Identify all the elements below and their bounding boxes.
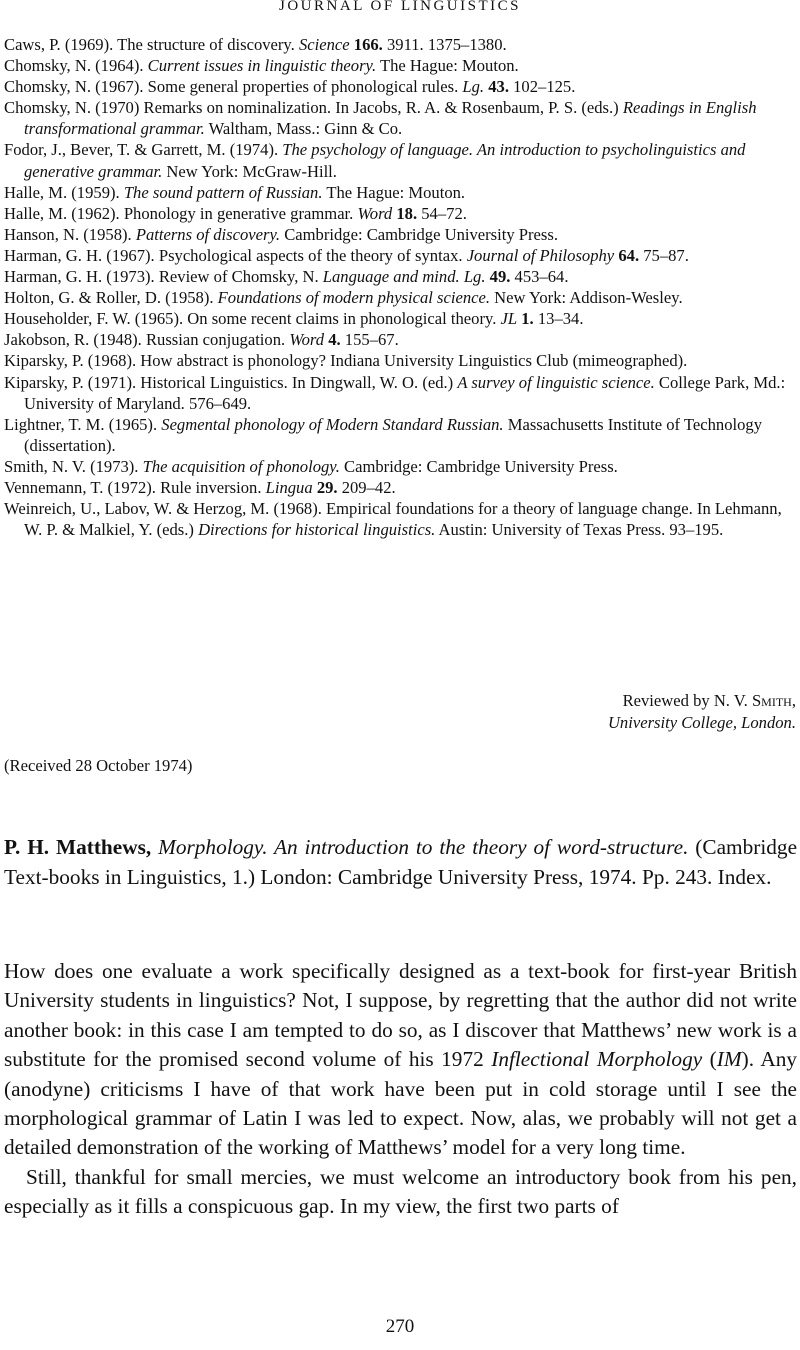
reference-entry [4, 224, 797, 245]
ref-text: Householder, F. W. (1965). On some recent claims in phonological theory. [4, 309, 501, 329]
ref-volume: 4. [328, 330, 341, 350]
reference-entry [4, 414, 797, 456]
ref-title: The acquisition of phonology. [142, 456, 340, 476]
ref-text: Chomsky, N. (1970) Remarks on nominalization. In Jacobs, R. A. & Rosenbaum, P. S. (eds.) [4, 98, 623, 118]
ref-title: Lg. [462, 77, 485, 97]
ref-pages: 75–87. [639, 245, 689, 265]
ref-text: Kiparsky, P. (1971). Historical Linguistics. In Dingwall, W. O. (ed.) [4, 372, 458, 392]
reference-entry [4, 182, 797, 203]
ref-volume: 1. [521, 309, 534, 329]
ref-publisher: Massachusetts Institute of Technology (dissertation). [24, 414, 763, 455]
ref-title: Lingua [265, 477, 313, 497]
ref-text: Harman, G. H. (1967). Psychological aspects of the theory of syntax. [4, 245, 467, 265]
reference-entry [4, 76, 797, 97]
p1-abbrev: IM [716, 1047, 742, 1072]
ref-title: The sound pattern of Russian. [123, 182, 323, 202]
ref-title: Segmental phonology of Modern Standard Russian. [161, 414, 504, 434]
ref-text: Vennemann, T. (1972). Rule inversion. [4, 477, 266, 497]
ref-title: Patterns of discovery. [135, 224, 281, 244]
reference-entry [4, 498, 797, 540]
ref-title: JL [500, 309, 518, 329]
ref-pages: 155–67. [340, 330, 399, 350]
reference-entry [4, 203, 797, 224]
ref-publisher: Waltham, Mass.: Ginn & Co. [204, 119, 403, 139]
ref-title: Language and mind. Lg. [322, 267, 486, 287]
reviewer-prefix: Reviewed by N. V. [622, 691, 752, 710]
p1-text-b: ( [702, 1047, 717, 1072]
reviewer-signature [608, 690, 796, 734]
reference-entry [4, 308, 797, 329]
ref-text: Harman, G. H. (1973). Review of Chomsky, N. [4, 267, 323, 287]
ref-title: Journal of Philosophy [466, 245, 615, 265]
ref-text: Lightner, T. M. (1965). [4, 414, 162, 434]
ref-publisher: Cambridge: Cambridge University Press. [280, 224, 558, 244]
ref-volume: 166. [353, 35, 383, 54]
page-number: 270 [385, 1316, 415, 1337]
ref-text: Weinreich, U., Labov, W. & Herzog, M. (1968). Empirical foundations for a theory of language change. In Lehmann, W. P. & Malkiel, Y. (eds.) [4, 499, 782, 540]
reference-entry [4, 329, 797, 350]
review-author: P. H. Matthews, [4, 835, 152, 859]
ref-volume: 43. [488, 77, 509, 97]
ref-pages: 54–72. [417, 203, 467, 223]
review-heading [4, 833, 797, 892]
ref-text: Smith, N. V. (1973). [4, 456, 143, 476]
reference-entry [4, 245, 797, 266]
ref-volume: 18. [396, 203, 418, 223]
ref-text: Hanson, N. (1958). [4, 224, 136, 244]
ref-title: Readings in English transformational grammar. [24, 98, 757, 139]
reference-entry [4, 34, 797, 55]
ref-publisher: College Park, Md.: University of Maryland. 576–649. [24, 372, 786, 413]
ref-title: Foundations of modern physical science. [217, 288, 491, 308]
reference-entry [4, 97, 797, 139]
ref-pages: 453–64. [510, 267, 569, 287]
ref-title: The psychology of language. An introduction to psycholinguistics and generative grammar. [24, 140, 746, 181]
ref-text: Halle, M. (1962). Phonology in generative grammar. [4, 203, 358, 223]
body-paragraph-2: Still, thankful for small mercies, we must welcome an introductory book from his pen, especially as it fills a conspicuous gap. In my view, the first two parts of [4, 1164, 797, 1219]
ref-text: Chomsky, N. (1964). [4, 56, 148, 76]
reviewer-surname: Smith, [751, 691, 796, 710]
reference-entry [4, 477, 797, 498]
ref-volume: 49. [489, 267, 511, 287]
ref-pages: 13–34. [533, 309, 584, 329]
review-book-details: (Cambridge Text-books in Linguistics, 1.) London: Cambridge University Press, 1974. Pp. 243. Index. [4, 835, 798, 889]
ref-title: Word [357, 203, 393, 223]
p1-text-a: How does one evaluate a work specifically designed as a text-book for first-year British University students in linguistics? Not, I suppose, by regretting that the author did not write another book: in this case I am tempted to do so, as I discover that Matthews’ new work is a substitute for the promised second volume of his 1972 [4, 959, 797, 1072]
ref-title: A survey of linguistic science. [457, 372, 655, 392]
ref-publisher: The Hague: Mouton. [322, 182, 466, 202]
ref-text: Kiparsky, P. (1968). How abstract is phonology? Indiana University Linguistics Club (mimeographed). [4, 351, 688, 371]
ref-pages: 209–42. [337, 477, 396, 497]
ref-publisher: New York: Addison-Wesley. [490, 288, 683, 308]
reference-list [4, 34, 797, 540]
ref-pages: 102–125. [508, 77, 576, 97]
p1-text-c: ). Any (anodyne) criticisms I have of that work have been put in cold storage until I see the morphological grammar of Latin I was led to expect. Now, alas, we probably will not get a detailed demonstration of the working of Matthews’ model for a very long time. [4, 1047, 798, 1160]
ref-title: Current issues in linguistic theory. [147, 56, 377, 76]
reference-entry [4, 266, 797, 287]
ref-text: Holton, G. & Roller, D. (1958). [4, 288, 218, 308]
review-book-title: Morphology. An introduction to the theory of word-structure. [158, 835, 689, 859]
ref-publisher: Austin: University of Texas Press. 93–195. [435, 520, 724, 540]
reviewer-name-line [608, 690, 796, 712]
reference-entry [4, 139, 797, 181]
reference-entry [4, 350, 797, 371]
reference-entry [4, 456, 797, 477]
ref-publisher: New York: McGraw-Hill. [162, 161, 337, 181]
ref-title: Science [298, 35, 350, 54]
ref-volume: 29. [316, 477, 338, 497]
ref-title: Word [289, 330, 325, 350]
ref-publisher: Cambridge: Cambridge University Press. [339, 456, 618, 476]
p1-book-title: Inflectional Morphology [491, 1047, 703, 1072]
received-date: (Received 28 October 1974) [4, 756, 193, 775]
review-body [4, 957, 797, 1222]
reference-entry [4, 372, 797, 414]
ref-title: Directions for historical linguistics. [198, 520, 436, 540]
ref-text: Jakobson, R. (1948). Russian conjugation. [4, 330, 290, 350]
ref-volume: 64. [618, 245, 640, 265]
ref-pages: 3911. 1375–1380. [382, 35, 507, 54]
ref-text: Caws, P. (1969). The structure of discovery. [4, 35, 299, 54]
ref-text: Chomsky, N. (1967). Some general properties of phonological rules. [4, 77, 463, 97]
ref-publisher: The Hague: Mouton. [376, 56, 519, 76]
ref-text: Fodor, J., Bever, T. & Garrett, M. (1974). [4, 140, 283, 160]
body-paragraph-1 [4, 957, 797, 1163]
running-head: JOURNAL OF LINGUISTICS [279, 0, 521, 14]
ref-text: Halle, M. (1959). [4, 182, 124, 202]
reviewer-affiliation: University College, London. [607, 713, 796, 732]
reference-entry [4, 55, 797, 76]
reference-entry [4, 287, 797, 308]
